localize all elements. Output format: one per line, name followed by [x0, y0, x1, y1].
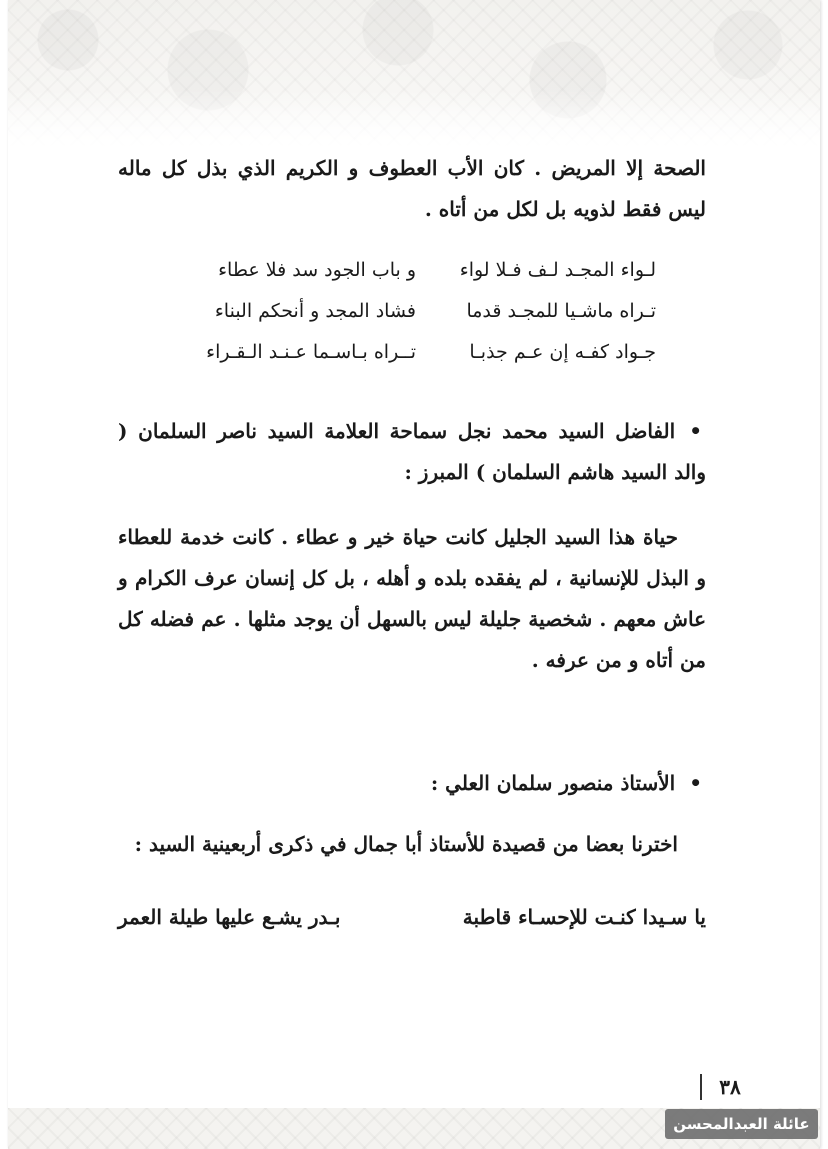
verse-first-hemistich: تـراه ماشـيا للمجـد قدما — [466, 300, 656, 322]
verse-second-hemistich: بـدر يشـع عليها طيلة العمر — [118, 905, 341, 929]
bullet-heading-text: الأستاذ منصور سلمان العلي : — [430, 771, 676, 795]
bullet-icon: • — [689, 419, 702, 443]
paragraph-intro: الصحة إلا المريض . كان الأب العطوف و الكريم الذي بذل كل ماله ليس فقط لذويه بل لكل من أتاه . — [118, 156, 706, 221]
bullet-heading-sayed-mohammed — [118, 411, 706, 493]
paragraph-poem-intro: اخترنا بعضا من قصيدة للأستاذ أبا جمال في ذكرى أربعينية السيد : — [134, 832, 678, 856]
paragraph-biography: حياة هذا السيد الجليل كانت حياة خير و عطاء . كانت خدمة للعطاء و البذل للإنسانية ، لم يفقده بلده و أهله ، بل كل إنسان عرف الكرام و عاش معهم . شخصية جليلة ليس بالسهل أن يوجد مثلها . عم فضله كل من أتاه و من عرفه . — [118, 525, 707, 672]
verse-line — [118, 332, 706, 373]
poem-verses-second — [118, 897, 706, 938]
verse-second-hemistich: فشاد المجد و أنحكم البناء — [214, 300, 416, 322]
bullet-icon: • — [689, 771, 702, 795]
verse-line — [118, 897, 706, 938]
verse-first-hemistich: لـواء المجـد لـف فـلا لواء — [459, 259, 656, 281]
watermark-label: عائلة العبدالمحسن — [665, 1109, 818, 1139]
page-number: ٣٨ — [700, 1074, 758, 1100]
verse-second-hemistich: و باب الجود سد فلا عطاء — [218, 259, 416, 281]
bullet-heading-text: الفاضل السيد محمد نجل سماحة العلامة السيد ناصر السلمان ( والد السيد هاشم السلمان ) المبرز : — [118, 419, 706, 484]
verse-first-hemistich: يا سـيدا كنـت للإحسـاء قاطبة — [462, 905, 706, 929]
ornamental-header-pattern — [8, 0, 820, 150]
page-content — [118, 148, 706, 938]
verse-first-hemistich: جـواد كفـه إن عـم جذبـا — [469, 341, 656, 363]
poem-verses — [118, 250, 706, 373]
verse-line — [118, 250, 706, 291]
verse-line — [118, 291, 706, 332]
verse-second-hemistich: تــراه بـاسـما عـنـد الـقـراء — [206, 341, 416, 363]
bullet-heading-mansour — [118, 763, 706, 804]
